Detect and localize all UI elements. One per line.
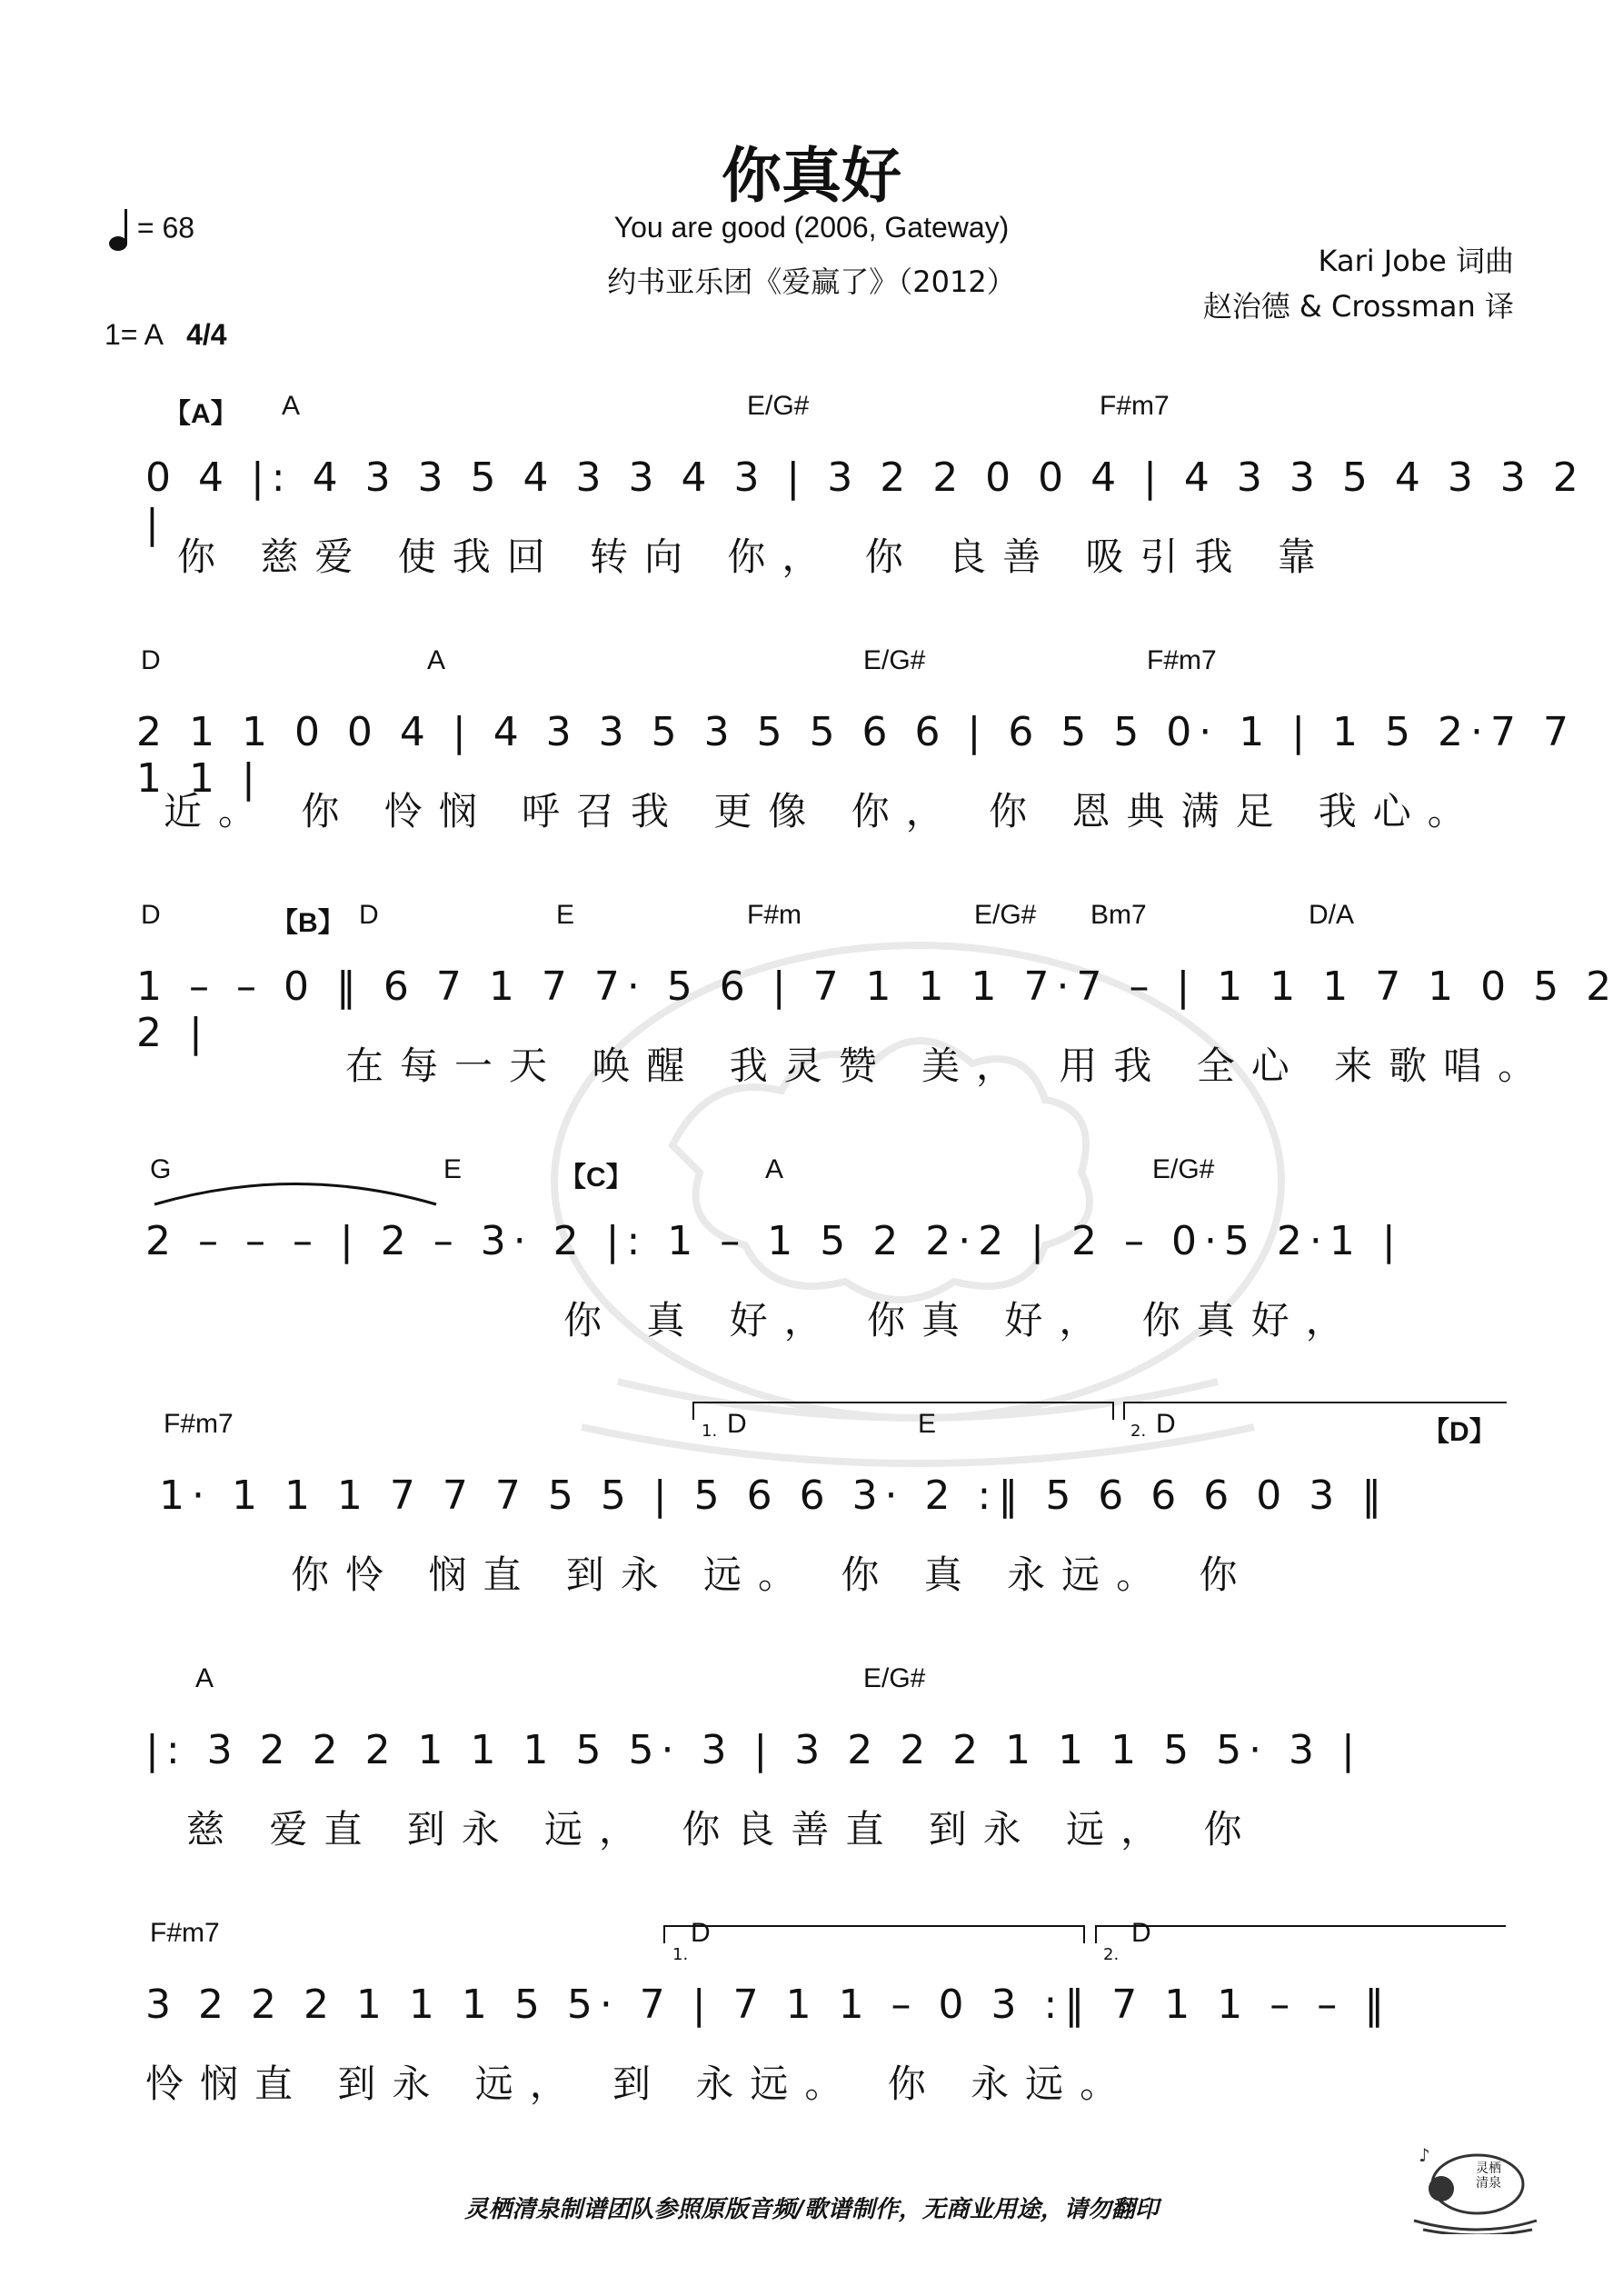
album-line: 约书亚乐团《爱赢了》（2012）	[607, 265, 1016, 299]
time-signature: 4/4	[186, 318, 227, 351]
brand-logo	[1405, 2134, 1541, 2234]
key-text: 1= A	[105, 318, 163, 351]
notation-row: 0 4 |: 4 3 3 5 4 3 3 4 3 | 3 2 2 0 0 4 | 4 3 3 5 4 3 3 2 |	[145, 454, 1586, 547]
chord-symbol: D	[691, 1918, 711, 1948]
chord-symbol: F#m7	[164, 1409, 234, 1439]
chord-symbol: D	[141, 645, 161, 675]
lyric-line: 你怜 悯直 到永 远。 你 真 永远。 你	[291, 1552, 1254, 1597]
chord-symbol: A	[427, 645, 446, 675]
first-ending-number: 1.	[672, 1945, 689, 1964]
chord-symbol: E	[443, 1154, 463, 1184]
translator-credit: 赵治德 & Crossman 译	[1202, 289, 1514, 324]
chord-symbol: E/G#	[747, 391, 810, 421]
chord-symbol: F#m7	[1100, 391, 1170, 421]
lyric-line: 慈 爱直 到永 远， 你良善直 到永 远， 你	[186, 1807, 1259, 1852]
chord-symbol: D	[141, 900, 161, 930]
tempo-marking	[109, 207, 194, 253]
logo-text: 灵栖清泉	[1476, 2161, 1501, 2191]
chord-symbol: D/A	[1309, 900, 1355, 930]
chord-symbol: G	[150, 1154, 172, 1184]
footer-notice: 灵栖清泉制谱团队参照原版音频/歌谱制作，无商业用途，请勿翻印	[464, 2196, 1159, 2223]
notation-row: 1· 1 1 1 7 7 7 5 5 | 5 6 6 3· 2 :‖ 5 6 6 6 0 3 ‖	[159, 1472, 1389, 1519]
song-subtitle: You are good (2006, Gateway)	[613, 211, 1010, 244]
chord-symbol: D	[1131, 1918, 1151, 1948]
chord-symbol: E/G#	[1152, 1154, 1215, 1184]
chord-symbol: A	[765, 1154, 784, 1184]
lyric-line: 你 真 好， 你真 好， 你真好，	[563, 1298, 1360, 1343]
notation-row: 3 2 2 2 1 1 1 5 5· 7 | 7 1 1 – 0 3 :‖ 7 1 1 – – ‖	[145, 1982, 1392, 2028]
chord-symbol: Bm7	[1090, 900, 1147, 930]
tie-arc	[150, 1173, 441, 1209]
notation-row: 2 – – – | 2 – 3· 2 |: 1 – 1 5 2 2·2 | 2 – 0·5 2·1 |	[145, 1218, 1403, 1264]
notation-row: 1 – – 0 ‖ 6 7 1 7 7· 5 6 | 7 1 1 1 7·7 – | 1 1 1 7 1 0 5 2 2 |	[136, 963, 1619, 1056]
lyric-line: 怜悯直 到永 远， 到 永远。 你 永远。	[145, 2061, 1135, 2106]
lyric-line: 在每一天 唤醒 我灵赞 美， 用我 全心 来歌唱。	[345, 1043, 1553, 1088]
section-marker: 【D】	[1422, 1417, 1497, 1447]
quarter-note-icon	[109, 207, 129, 253]
chord-symbol: F#m7	[150, 1918, 220, 1948]
tempo-value: = 68	[136, 211, 195, 245]
second-ending-bracket	[1095, 1925, 1506, 1943]
section-marker: 【C】	[559, 1163, 633, 1193]
section-marker: 【A】	[164, 399, 238, 429]
chord-symbol: E	[918, 1409, 937, 1439]
second-ending-number: 2.	[1103, 1945, 1120, 1964]
page-title: 你真好	[722, 141, 901, 211]
chord-symbol: F#m	[747, 900, 802, 930]
key-signature	[105, 318, 227, 352]
second-ending-number: 2.	[1130, 1422, 1147, 1441]
chord-symbol: D	[359, 900, 379, 930]
chord-symbol: D	[1156, 1409, 1176, 1439]
chord-symbol: E/G#	[863, 1663, 926, 1693]
section-marker: 【B】	[271, 908, 345, 938]
first-ending-number: 1.	[702, 1422, 718, 1441]
notation-row: 2 1 1 0 0 4 | 4 3 3 5 3 5 5 6 6 | 6 5 5 0· 1 | 1 5 2·7 7 1 1 |	[136, 709, 1576, 802]
lyric-line: 你 慈爱 使我回 转向 你， 你 良善 吸引我 靠	[177, 534, 1332, 579]
svg-text:♪: ♪	[1419, 2144, 1430, 2166]
first-ending-bracket	[692, 1402, 1114, 1420]
chord-symbol: E/G#	[863, 645, 926, 675]
chord-symbol: A	[195, 1663, 214, 1693]
chord-symbol: F#m7	[1147, 645, 1217, 675]
notation-row: |: 3 2 2 2 1 1 1 5 5· 3 | 3 2 2 2 1 1 1 5 5· 3 |	[145, 1727, 1362, 1773]
composer-credit: Kari Jobe 词曲	[1318, 244, 1514, 278]
sheep-logo-icon	[1405, 2134, 1541, 2234]
first-ending-bracket	[663, 1925, 1085, 1943]
chord-symbol: A	[282, 391, 301, 421]
chord-symbol: E/G#	[974, 900, 1037, 930]
lyric-line: 近。 你 怜悯 呼召我 更像 你， 你 恩典满足 我心。	[164, 789, 1482, 834]
chord-symbol: E	[556, 900, 575, 930]
chord-symbol: D	[727, 1409, 747, 1439]
